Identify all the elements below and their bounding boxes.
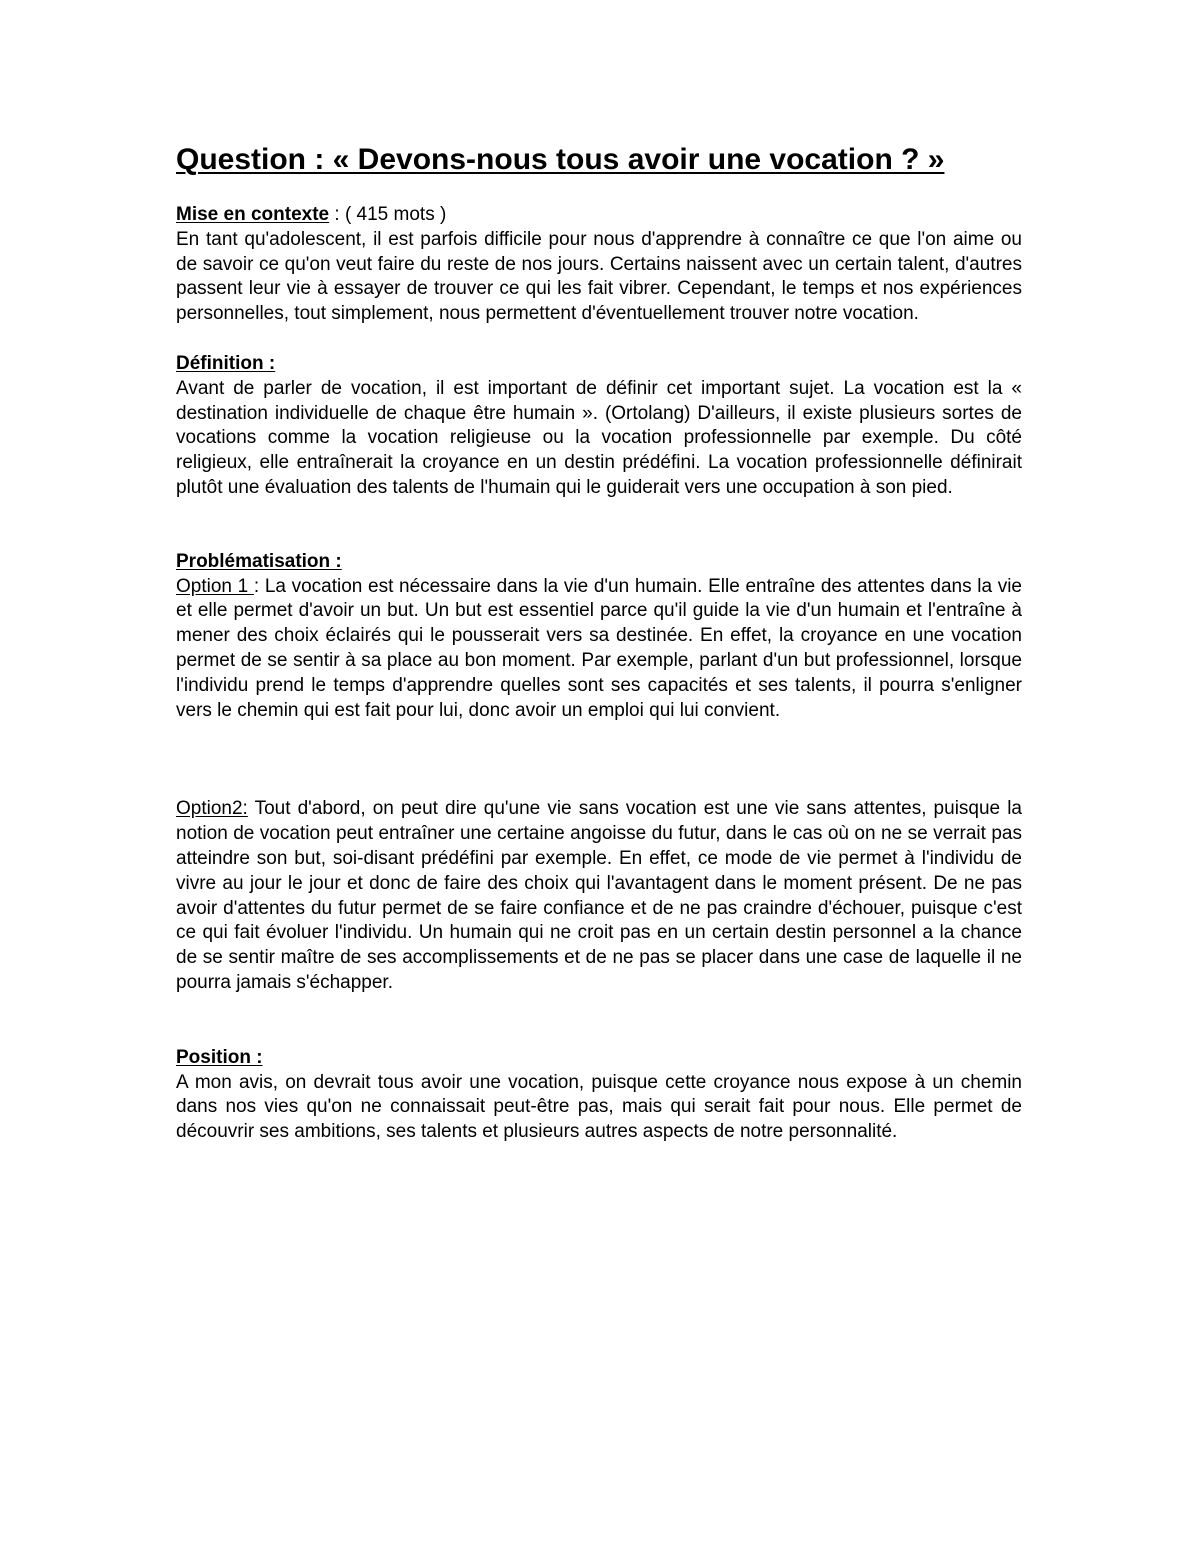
section-definition	[176, 352, 1022, 501]
option1-text: : La vocation est nécessaire dans la vie d'un humain. Elle entraîne des attentes dans la vie et elle permet d'avoir un but. Un but est essentiel parce qu'il guide la vie d'un humain et l'entraîne à mener des choix éclairés qui le pousserait vers sa destinée. En effet, la croyance en une vocation permet de se sentir à sa place au bon moment. Par exemple, parlant d'un but professionnel, lorsque l'individu prend le temps d'apprendre quelles sont ses capacités et ses talents, il pourra s'enligner vers le chemin qui est fait pour lui, donc avoir un emploi qui lui convient.	[176, 575, 1022, 721]
option2-label: Option2:	[176, 798, 248, 820]
section-option2	[176, 797, 1022, 995]
position-paragraph: A mon avis, on devrait tous avoir une vocation, puisque cette croyance nous expose à un chemin dans nos vies qu'on ne connaissait peut-être pas, mais qui serait fait pour nous. Elle permet de découvrir ses ambitions, ses talents et plusieurs autres aspects de notre personnalité.	[176, 1071, 1022, 1143]
option2-text: Tout d'abord, on peut dire qu'une vie sans vocation est une vie sans attentes, puisque la notion de vocation peut entraîner une certaine angoisse du futur, dans le cas où on ne se verrait pas atteindre son but, soi-disant prédéfini par exemple. En effet, ce mode de vie permet à l'individu de vivre au jour le jour et donc de faire des choix qui l'avantagent dans le moment présent. De ne pas avoir d'attentes du futur permet de se faire confiance et de ne pas craindre d'échouer, puisque c'est ce qui fait évoluer l'individu. Un humain qui ne croit pas en un certain destin personnel a la chance de se sentir maître de ses accomplissements et de ne pas se placer dans une case de laquelle il ne pourra jamais s'échapper.	[176, 798, 1022, 993]
option1-paragraph	[176, 575, 1022, 724]
word-count: : ( 415 mots )	[329, 204, 447, 225]
contexte-heading-line	[176, 203, 1022, 228]
section-mise-en-contexte	[176, 203, 1022, 327]
contexte-heading: Mise en contexte	[176, 204, 330, 225]
option2-paragraph	[176, 797, 1022, 995]
definition-heading: Définition :	[176, 352, 276, 374]
position-heading: Position :	[176, 1046, 263, 1068]
section-problematisation	[176, 550, 1022, 724]
contexte-paragraph: En tant qu'adolescent, il est parfois difficile pour nous d'apprendre à connaître ce que l'on aime ou de savoir ce qu'on veut faire du reste de nos jours. Certains naissent avec un certain talent, d'autres passent leur vie à essayer de trouver ce qui les fait vibrer. Cependant, le temps et nos expériences personnelles, tout simplement, nous permettent d'éventuellement trouver notre vocation.	[176, 228, 1022, 325]
definition-paragraph: Avant de parler de vocation, il est important de définir cet important sujet. La vocation est la « destination individuelle de chaque être humain ». (Ortolang) D'ailleurs, il existe plusieurs sortes de vocations comme la vocation religieuse ou la vocation professionnelle par exemple. Du côté religieux, elle entraînerait la croyance en un destin prédéfini. La vocation professionnelle définirait plutôt une évaluation des talents de l'humain qui le guiderait vers une occupation à son pied.	[176, 377, 1022, 498]
problematisation-heading: Problématisation :	[176, 550, 342, 572]
section-position	[176, 1046, 1022, 1145]
option1-label: Option 1	[176, 575, 254, 597]
document-page	[176, 140, 1022, 1145]
document-title: Question : « Devons-nous tous avoir une vocation ? »	[176, 143, 945, 176]
